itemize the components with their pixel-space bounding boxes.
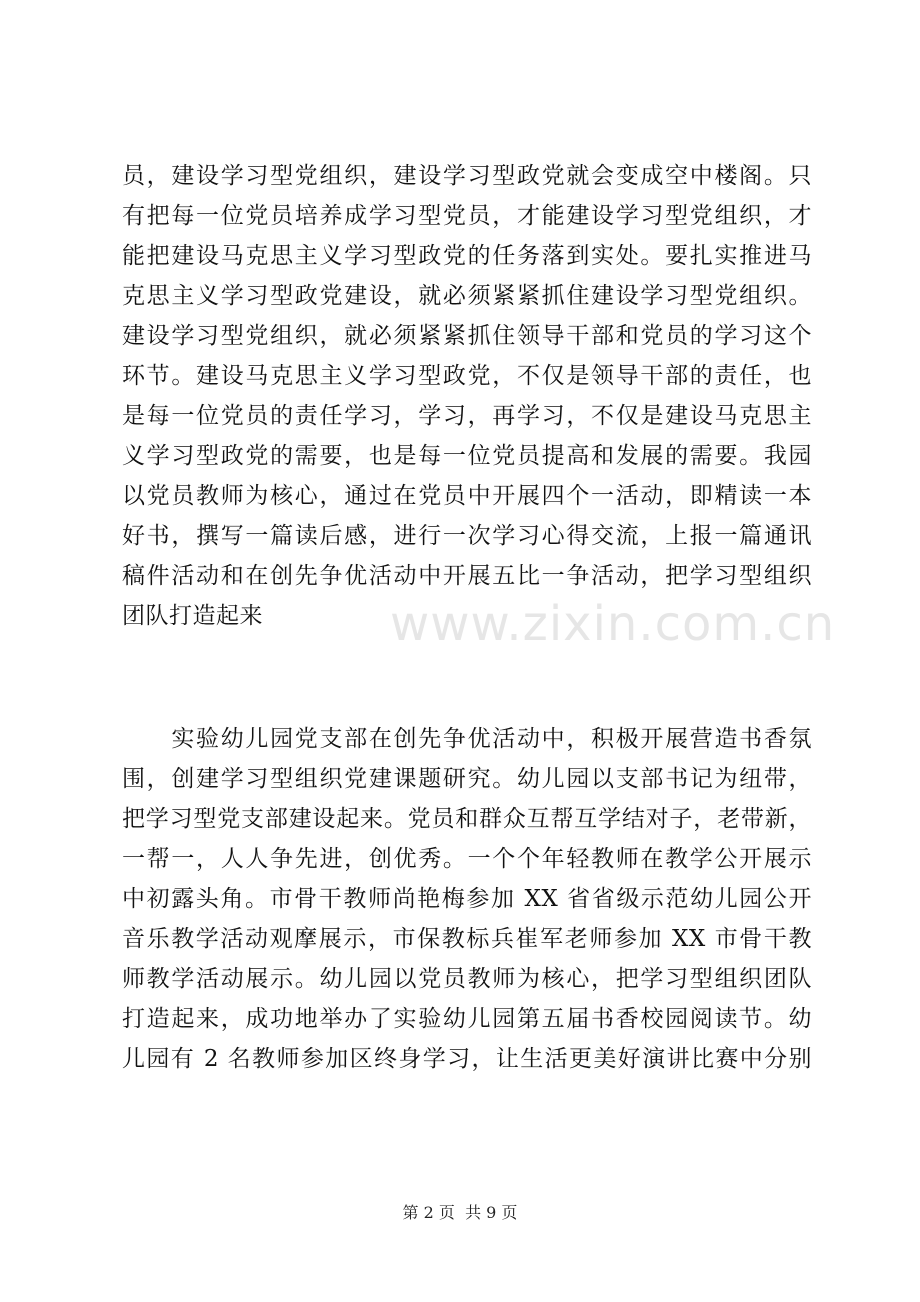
paragraph-line: 团队打造起来	[122, 603, 263, 629]
body-paragraph-2	[122, 719, 812, 1079]
paragraph-line: 员，建设学习型党组织，建设学习型政党就会变成空中楼阁。只	[122, 163, 812, 189]
paragraph-line: 音乐教学活动观摩展示，市保教标兵崔军老师参加 XX 市骨干教	[122, 926, 812, 952]
paragraph-line: 以党员教师为核心，通过在党员中开展四个一活动，即精读一本	[122, 483, 812, 509]
paragraph-line: 实验幼儿园党支部在创先争优活动中，积极开展营造书香氛	[122, 726, 812, 752]
paragraph-line: 环节。建设马克思主义学习型政党，不仅是领导干部的责任，也	[122, 363, 812, 389]
paragraph-line: 儿园有 2 名教师参加区终身学习，让生活更美好演讲比赛中分别	[122, 1046, 812, 1072]
paragraph-line: 打造起来，成功地举办了实验幼儿园第五届书香校园阅读节。幼	[122, 1006, 812, 1032]
paragraph-line: 一帮一，人人争先进，创优秀。一个个年轻教师在教学公开展示	[122, 846, 812, 872]
paragraph-line: 好书，撰写一篇读后感，进行一次学习心得交流，上报一篇通讯	[122, 523, 812, 549]
paragraph-line: 师教学活动展示。幼儿园以党员教师为核心，把学习型组织团队	[122, 966, 812, 992]
paragraph-line: 中初露头角。市骨干教师尚艳梅参加 XX 省省级示范幼儿园公开	[122, 886, 812, 912]
paragraph-line: 是每一位党员的责任学习，学习，再学习，不仅是建设马克思主	[122, 403, 812, 429]
page-number: 第 2 页 共 9 页	[402, 1203, 518, 1222]
watermark: www.zixin.com.cn	[390, 596, 836, 652]
paragraph-line: 有把每一位党员培养成学习型党员，才能建设学习型党组织，才	[122, 203, 812, 229]
body-paragraph-1	[122, 156, 812, 636]
page-footer	[0, 1200, 920, 1223]
paragraph-line: 稿件活动和在创先争优活动中开展五比一争活动，把学习型组织	[122, 563, 812, 589]
paragraph-line: 建设学习型党组织，就必须紧紧抓住领导干部和党员的学习这个	[122, 323, 812, 349]
paragraph-line: 能把建设马克思主义学习型政党的任务落到实处。要扎实推进马	[122, 243, 812, 269]
paragraph-line: 围，创建学习型组织党建课题研究。幼儿园以支部书记为纽带，	[122, 766, 812, 792]
paragraph-line: 把学习型党支部建设起来。党员和群众互帮互学结对子，老带新，	[122, 806, 812, 832]
paragraph-line: 克思主义学习型政党建设，就必须紧紧抓住建设学习型党组织。	[122, 283, 812, 309]
paragraph-line: 义学习型政党的需要，也是每一位党员提高和发展的需要。我园	[122, 443, 812, 469]
